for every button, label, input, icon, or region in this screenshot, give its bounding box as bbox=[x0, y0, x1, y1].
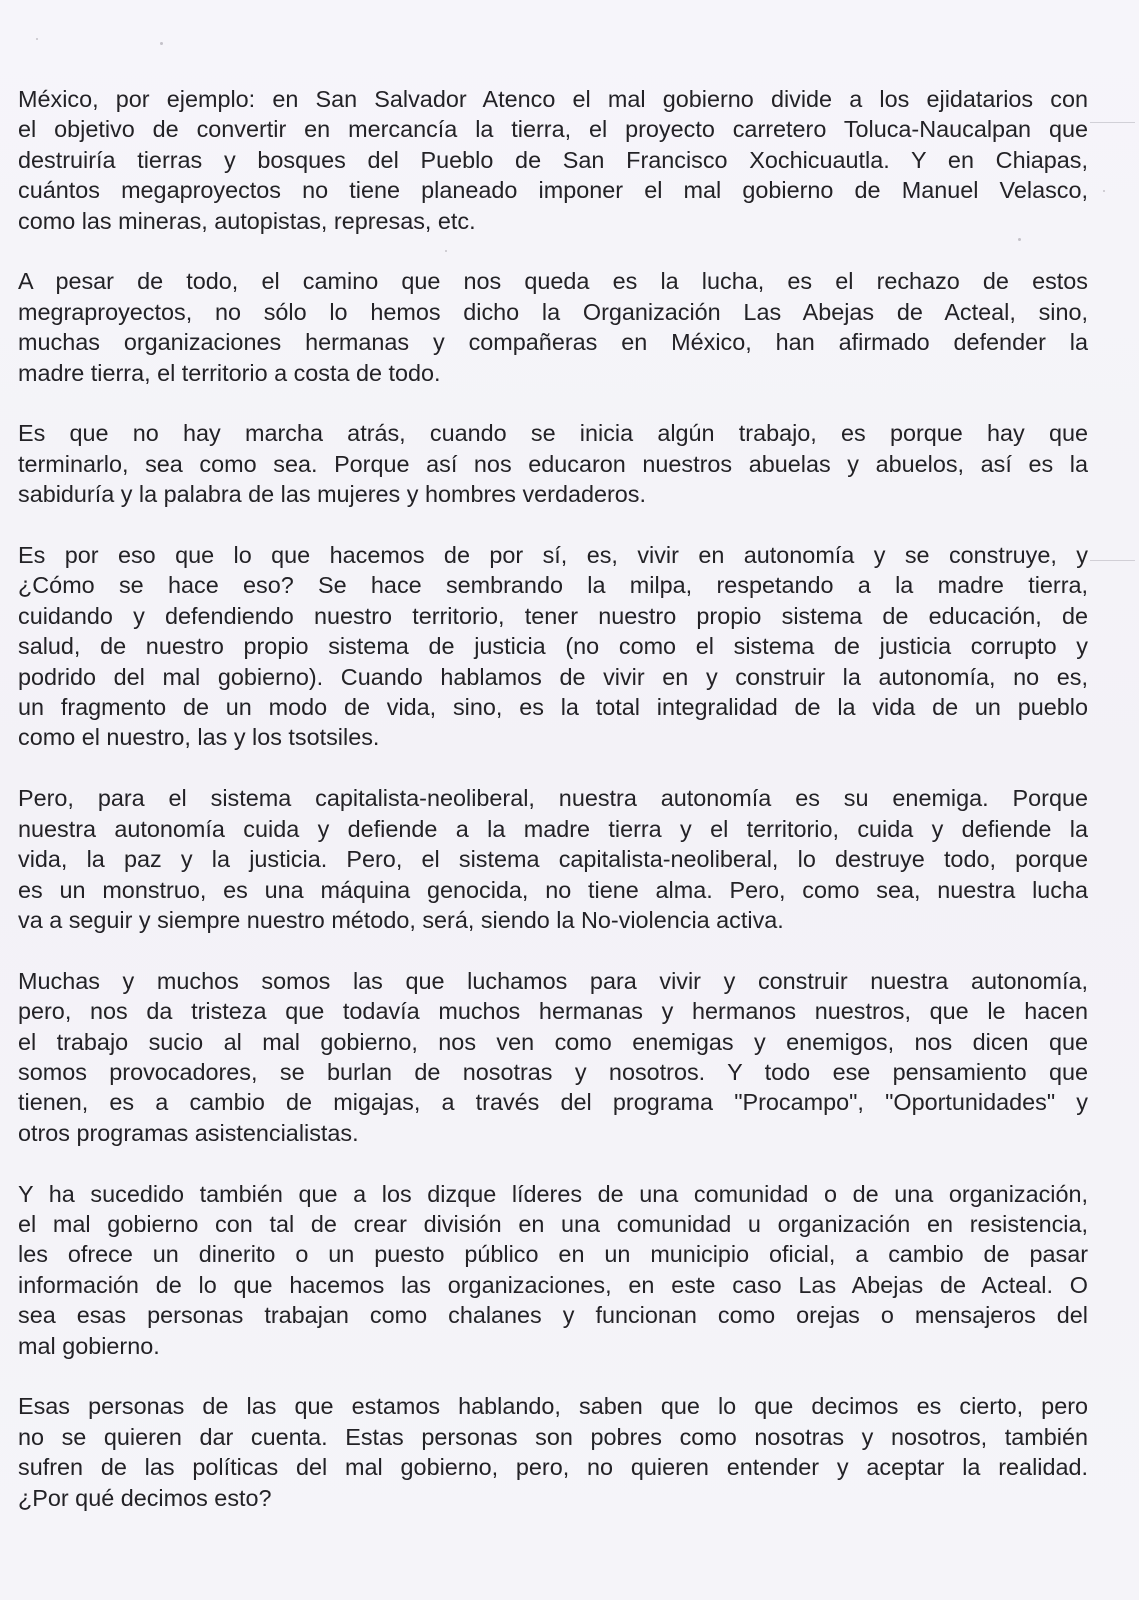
text-line: mal gobierno. bbox=[18, 1332, 160, 1359]
text-line: no se quieren dar cuenta. Estas personas son pobres como nosotras y nosotros, también bbox=[18, 1423, 1088, 1450]
text-line: pero, nos da tristeza que todavía muchos hermanas y hermanos nuestros, que le hacen bbox=[18, 998, 1088, 1025]
text-line: ¿Cómo se hace eso? Se hace sembrando la milpa, respetando a la madre tierra, bbox=[18, 572, 1088, 599]
text-line: México, por ejemplo: en San Salvador Atenco el mal gobierno divide a los ejidatarios con bbox=[18, 86, 1088, 112]
scan-speck bbox=[160, 42, 163, 45]
text-line: el mal gobierno con tal de crear división en una comunidad u organización en resistencia, bbox=[18, 1210, 1088, 1237]
paragraph-5 bbox=[18, 783, 1088, 935]
text-line: podrido del mal gobierno). Cuando hablamos de vivir en y construir la autonomía, no es, bbox=[18, 663, 1088, 690]
text-line: el trabajo sucio al mal gobierno, nos ven como enemigas y enemigos, nos dicen que bbox=[18, 1028, 1088, 1055]
text-line: A pesar de todo, el camino que nos queda es la lucha, es el rechazo de estos bbox=[18, 268, 1088, 295]
text-line: Muchas y muchos somos las que luchamos para vivir y construir nuestra autonomía, bbox=[18, 967, 1088, 994]
text-line: somos provocadores, se burlan de nosotras y nosotros. Y todo ese pensamiento que bbox=[18, 1058, 1088, 1085]
scan-speck bbox=[1103, 190, 1105, 192]
text-line: es un monstruo, es una máquina genocida, no tiene alma. Pero, como sea, nuestra lucha bbox=[18, 876, 1088, 903]
text-line: salud, de nuestro propio sistema de justicia (no como el sistema de justicia corrupto y bbox=[18, 633, 1088, 660]
text-line: el objetivo de convertir en mercancía la tierra, el proyecto carretero Toluca-Naucalpan que bbox=[18, 116, 1088, 143]
paragraph-1 bbox=[18, 84, 1088, 236]
text-line: terminarlo, sea como sea. Porque así nos educaron nuestros abuelas y abuelos, así es la bbox=[18, 450, 1088, 477]
text-line: Y ha sucedido también que a los dizque líderes de una comunidad o de una organización, bbox=[18, 1180, 1088, 1207]
paragraph-6 bbox=[18, 966, 1088, 1148]
text-line: vida, la paz y la justicia. Pero, el sistema capitalista-neoliberal, lo destruye todo, porque bbox=[18, 846, 1088, 873]
text-line: Es por eso que lo que hacemos de por sí, es, vivir en autonomía y se construye, y bbox=[18, 542, 1088, 569]
scan-speck bbox=[36, 38, 38, 40]
text-line: información de lo que hacemos las organizaciones, en este caso Las Abejas de Acteal. O bbox=[18, 1271, 1088, 1298]
document-body bbox=[18, 84, 1088, 1543]
paragraph-4 bbox=[18, 540, 1088, 753]
text-line: ¿Por qué decimos esto? bbox=[18, 1484, 272, 1511]
paragraph-8 bbox=[18, 1391, 1088, 1513]
text-line: cuidando y defendiendo nuestro territorio, tener nuestro propio sistema de educación, de bbox=[18, 602, 1088, 629]
text-line: Pero, para el sistema capitalista-neoliberal, nuestra autonomía es su enemiga. Porque bbox=[18, 785, 1088, 812]
paragraph-7 bbox=[18, 1179, 1088, 1361]
text-line: sufren de las políticas del mal gobierno, pero, no quieren entender y aceptar la realidad. bbox=[18, 1454, 1088, 1481]
text-line: sea esas personas trabajan como chalanes y funcionan como orejas o mensajeros del bbox=[18, 1302, 1088, 1329]
paragraph-3 bbox=[18, 418, 1088, 509]
text-line: megraproyectos, no sólo lo hemos dicho la Organización Las Abejas de Acteal, sino, bbox=[18, 298, 1088, 325]
text-line: les ofrece un dinerito o un puesto público en un municipio oficial, a cambio de pasar bbox=[18, 1241, 1088, 1268]
text-line: muchas organizaciones hermanas y compañeras en México, han afirmado defender la bbox=[18, 329, 1088, 356]
text-line: Esas personas de las que estamos hablando, saben que lo que decimos es cierto, pero bbox=[18, 1393, 1088, 1420]
fold-line bbox=[1090, 122, 1135, 123]
text-line: va a seguir y siempre nuestro método, será, siendo la No-violencia activa. bbox=[18, 906, 784, 933]
text-line: como las mineras, autopistas, represas, etc. bbox=[18, 207, 476, 234]
text-line: como el nuestro, las y los tsotsiles. bbox=[18, 724, 380, 751]
text-line: Es que no hay marcha atrás, cuando se inicia algún trabajo, es porque hay que bbox=[18, 420, 1088, 447]
text-line: destruiría tierras y bosques del Pueblo de San Francisco Xochicuautla. Y en Chiapas, bbox=[18, 146, 1088, 173]
text-line: otros programas asistencialistas. bbox=[18, 1119, 359, 1146]
paragraph-2 bbox=[18, 266, 1088, 388]
fold-line bbox=[1090, 560, 1135, 561]
text-line: cuántos megaproyectos no tiene planeado imponer el mal gobierno de Manuel Velasco, bbox=[18, 177, 1088, 204]
text-line: nuestra autonomía cuida y defiende a la madre tierra y el territorio, cuida y defiende la bbox=[18, 815, 1088, 842]
text-line: madre tierra, el territorio a costa de todo. bbox=[18, 359, 441, 386]
text-line: sabiduría y la palabra de las mujeres y hombres verdaderos. bbox=[18, 481, 646, 508]
text-line: tienen, es a cambio de migajas, a través del programa "Procampo", "Oportunidades" y bbox=[18, 1089, 1088, 1116]
text-line: un fragmento de un modo de vida, sino, es la total integralidad de la vida de un pueblo bbox=[18, 694, 1088, 721]
